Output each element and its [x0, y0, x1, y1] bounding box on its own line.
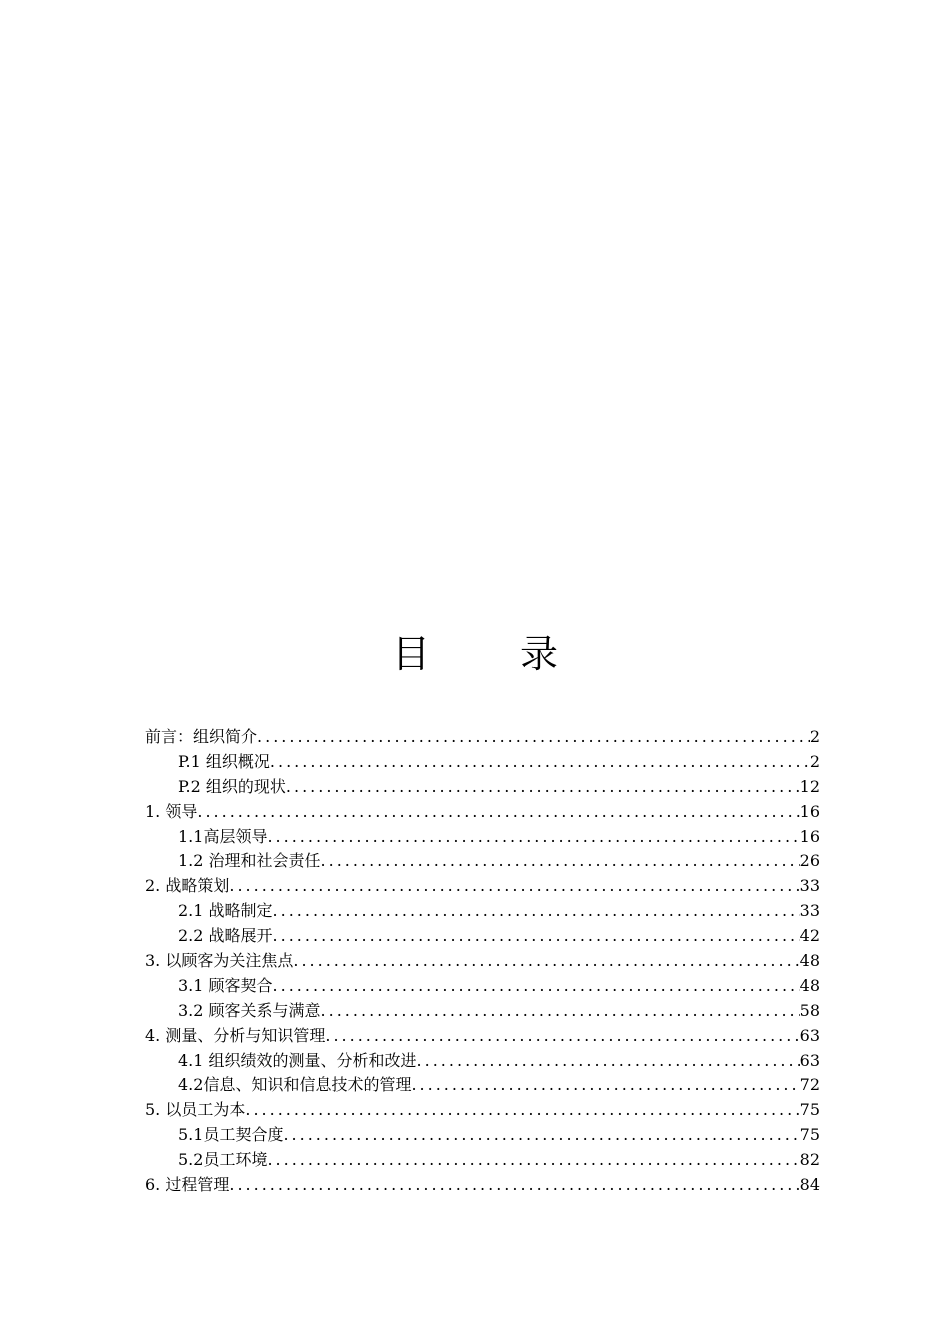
toc-entry[interactable]: [145, 1073, 820, 1098]
toc-page-number: 42: [799, 926, 820, 946]
toc-entry[interactable]: [145, 1148, 820, 1173]
toc-entry-label: 2.2 战略展开: [178, 926, 273, 946]
toc-dot-leader: [286, 775, 800, 800]
toc-entry-label: 3.2 顾客关系与满意: [178, 1000, 321, 1020]
toc-entry[interactable]: [145, 949, 820, 974]
toc-dot-leader: [321, 999, 800, 1024]
toc-page-number: 82: [799, 1150, 820, 1170]
toc-entry-label: P.1 组织概况: [178, 751, 270, 771]
toc-entry-label: 1.1高层领导: [178, 826, 268, 846]
toc-page-number: 33: [799, 876, 820, 896]
toc-page-number: 2: [809, 727, 820, 746]
toc-dot-leader: [321, 849, 800, 874]
toc-entry-label: 4. 测量、分析与知识管理: [145, 1025, 326, 1045]
toc-page-number: 75: [799, 1100, 820, 1120]
toc-entry[interactable]: [145, 1049, 820, 1074]
toc-entry[interactable]: [145, 1173, 820, 1198]
toc-entry-label: P.2 组织的现状: [178, 776, 286, 796]
toc-entry[interactable]: [145, 800, 820, 825]
toc-entry-label: 前言：组织简介: [145, 727, 258, 746]
toc-entry-label: 5.1员工契合度: [178, 1125, 284, 1145]
toc-entry-label: 1.2 治理和社会责任: [178, 851, 321, 871]
toc-dot-leader: [411, 1073, 799, 1098]
toc-entry-label: 6. 过程管理: [145, 1175, 230, 1195]
toc-entry[interactable]: [145, 725, 820, 750]
toc-entry[interactable]: [145, 775, 820, 800]
toc-entry[interactable]: [145, 924, 820, 949]
toc-entry-label: 2. 战略策划: [145, 876, 230, 896]
toc-page-number: 48: [799, 975, 820, 995]
toc-page-number: 16: [799, 826, 820, 846]
toc-page-number: 63: [799, 1050, 820, 1070]
toc-dot-leader: [257, 725, 810, 750]
toc-entry-label: 4.1 组织绩效的测量、分析和改进: [178, 1050, 417, 1070]
toc-entry[interactable]: [145, 1098, 820, 1123]
toc-entry-label: 4.2信息、知识和信息技术的管理: [178, 1075, 412, 1095]
toc-dot-leader: [325, 1024, 799, 1049]
toc-dot-leader: [197, 800, 799, 825]
toc-page-number: 12: [799, 776, 820, 796]
page-title-char: 录: [520, 632, 559, 676]
toc-dot-leader: [273, 899, 800, 924]
toc-page-number: 2: [809, 751, 820, 771]
toc-dot-leader: [283, 1123, 799, 1148]
toc-dot-leader: [267, 1148, 799, 1173]
toc-dot-leader: [293, 949, 799, 974]
toc-dot-leader: [267, 825, 799, 850]
toc-entry-label: 5.2员工环境: [178, 1150, 268, 1170]
toc-entry[interactable]: [145, 1024, 820, 1049]
toc-entry[interactable]: [145, 1123, 820, 1148]
toc-entry-label: 2.1 战略制定: [178, 901, 273, 921]
toc-entry-label: 1. 领导: [145, 801, 198, 821]
toc-page-number: 63: [799, 1025, 820, 1045]
toc-entry[interactable]: [145, 899, 820, 924]
toc-dot-leader: [270, 750, 810, 775]
toc-dot-leader: [245, 1098, 799, 1123]
toc-page-number: 84: [799, 1175, 820, 1195]
toc-entry[interactable]: [145, 974, 820, 999]
toc-page-number: 58: [799, 1000, 820, 1020]
page-title: [0, 630, 950, 678]
toc-page-number: 72: [799, 1075, 820, 1095]
toc-entry[interactable]: [145, 874, 820, 899]
toc-dot-leader: [417, 1049, 800, 1074]
toc-page-number: 75: [799, 1125, 820, 1145]
page-title-char: 目: [391, 632, 430, 676]
toc-page-number: 48: [799, 951, 820, 971]
toc-entry-label: 5. 以员工为本: [145, 1100, 246, 1120]
table-of-contents: [145, 725, 820, 1198]
toc-dot-leader: [273, 974, 800, 999]
toc-dot-leader: [229, 874, 799, 899]
toc-dot-leader: [273, 924, 800, 949]
toc-dot-leader: [229, 1173, 799, 1198]
toc-entry[interactable]: [145, 849, 820, 874]
toc-entry[interactable]: [145, 750, 820, 775]
toc-page-number: 33: [799, 901, 820, 921]
toc-page-number: 16: [799, 801, 820, 821]
toc-entry-label: 3. 以顾客为关注焦点: [145, 951, 294, 971]
toc-entry[interactable]: [145, 825, 820, 850]
toc-entry[interactable]: [145, 999, 820, 1024]
toc-entry-label: 3.1 顾客契合: [178, 975, 273, 995]
toc-page-number: 26: [799, 851, 820, 871]
